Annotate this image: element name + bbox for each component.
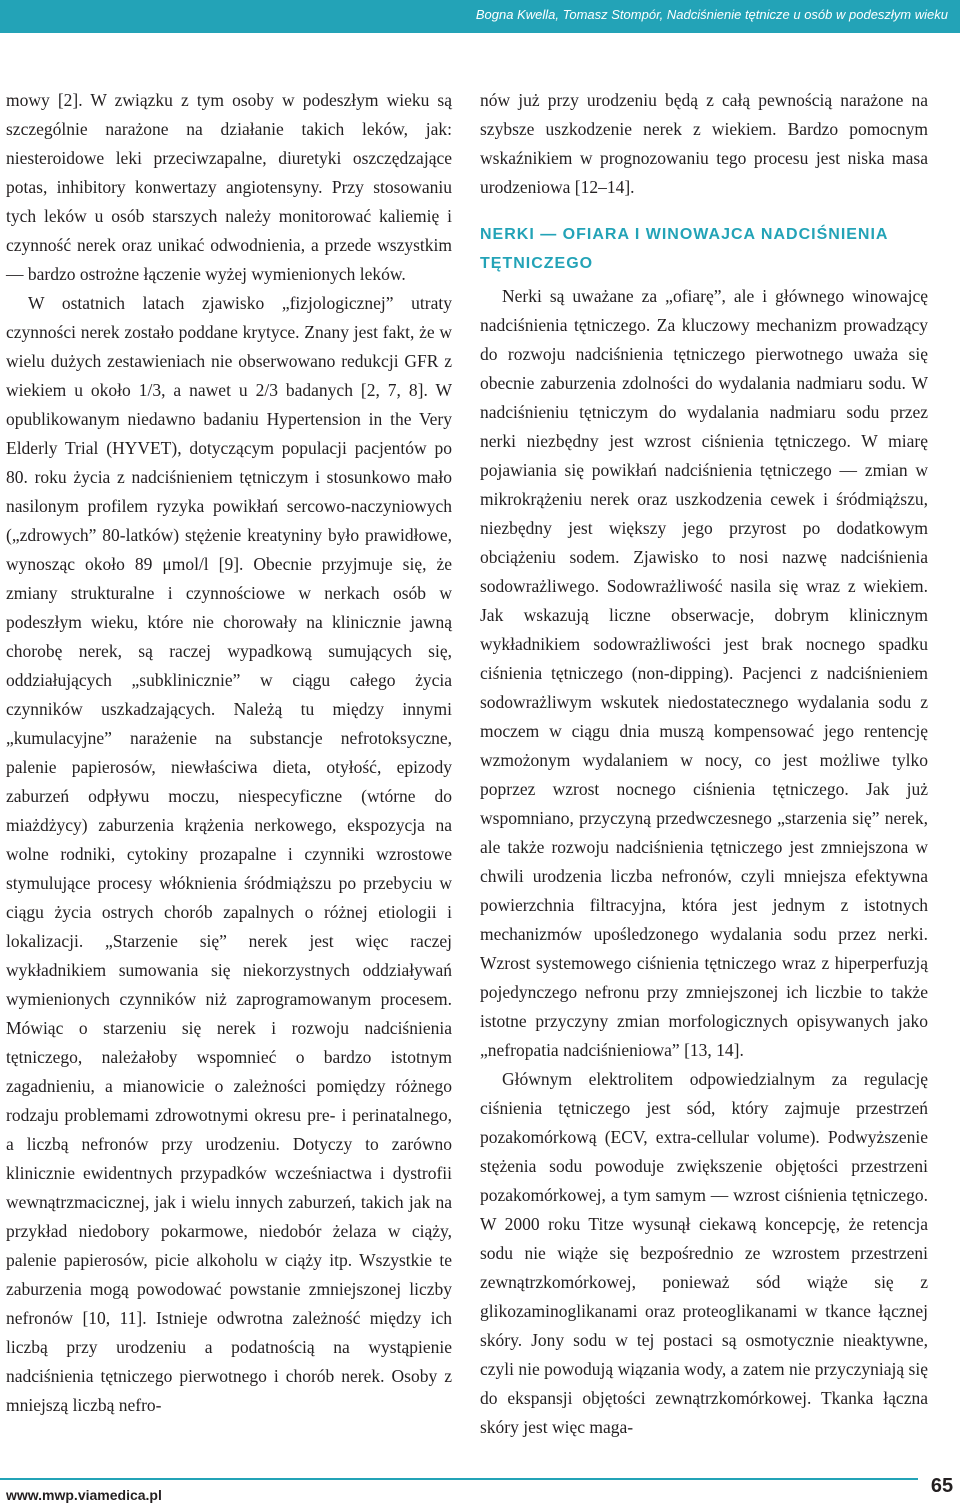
body-paragraph: W ostatnich latach zjawisko „fizjologicznej” utraty czynności nerek zostało poddane krytyce. Znany jest fakt, że w wielu dużych zestawieniach nie obserwowano redukcji GFR z wiekiem u około 1/3, a nawet u 2/3 badanych [2, 7, 8]. W opublikowanym niedawno badaniu Hypertension in the Very Elderly Trial (HYVET), dotyczącym populacji pacjentów po 80. roku życia z nadciśnieniem tętniczym i stosunkowo mało nasilonym profilem ryzyka powikłań sercowo-naczyniowych („zdrowych” 80-latków) stężenie kreatyniny było prawidłowe, wynosząc około 89 μmol/l [9]. Obecnie przyjmuje się, że zmiany strukturalne i czynnościowe w nerkach osób w podeszłym wieku, które nie chorowały na klinicznie jawną chorobę nerek, są raczej wypadkową sumujących się, oddziałujących „subklinicznie” w ciągu całego życia czynników uszkadzających. Należą tu między innymi „kumulacyjne” narażenie na substancje nefrotoksyczne, palenie papierosów, niewłaściwa dieta, otyłość, epizody zaburzeń odpływu moczu, niespecyficzne (wtórne do miażdżycy) zaburzenia krążenia nerkowego, ekspozycja na wolne rodniki, cytokiny prozapalne i czynniki wzrostowe stymulujące procesy włóknienia śródmiąższu po przebyciu w ciągu życia ostrych chorób zapalnych o różnej etiologii i lokalizacji. „Starzenie się” nerek jest więc raczej wykładnikiem sumowania się niekorzystnych oddziaływań wymienionych czynników niż zaprogramowanym procesem. Mówiąc o starzeniu się nerek i rozwoju nadciśnienia tętniczego, należałoby wspomnieć o bardzo istotnym zagadnieniu, a mianowicie o zależności pomiędzy różnego rodzaju problemami zdrowotnymi okresu pre- i perinatalnego, a liczbą nefronów przy urodzeniu. Dotyczy to zarówno klinicznie ewidentnych przypadków wcześniactwa i dystrofii wewnątrzmacicznej, jak i wielu innych zaburzeń, takich jak na przykład niedobory pokarmowe, niedobór żelaza w ciąży, palenie papierosów, picie alkoholu w ciąży itp. Wszystkie te zaburzenia mogą powodować powstanie zmniejszonej liczby nefronów [10, 11]. Istnieje odwrotna zależność między ich liczbą przy urodzeniu a podatnością na wystąpienie nadciśnienia tętniczego pierwotnego i chorób nerek. Osoby z mniejszą liczbą nefro- — [6, 293, 452, 1415]
running-title: Bogna Kwella, Tomasz Stompór, Nadciśnienie tętnicze u osób w podeszłym wieku — [475, 7, 948, 22]
running-header-bar — [0, 0, 960, 33]
body-paragraph: nów już przy urodzeniu będą z całą pewnością narażone na szybsze uszkodzenie nerek z wiekiem. Bardzo pomocnym wskaźnikiem w prognozowaniu tego procesu jest niska masa urodzeniowa [12–14]. — [480, 90, 928, 197]
footer-url: www.mwp.viamedica.pl — [6, 1487, 162, 1503]
body-paragraph: mowy [2]. W związku z tym osoby w podeszłym wieku są szczególnie narażone na działanie takich leków, jak: niesteroidowe leki przeciwzapalne, diuretyki oszczędzające potas, inhibitory konwertazy angiotensyny. Przy stosowaniu tych leków u osób starszych należy monitorować kaliemię i czynność nerek oraz unikać odwodnienia, a przede wszystkim — bardzo ostrożne łączenie wyżej wymienionych leków. — [6, 90, 452, 284]
page-number: 65 — [924, 1466, 960, 1506]
body-paragraph: Nerki są uważane za „ofiarę”, ale i głównego winowajcę nadciśnienia tętniczego. Za kluczowy mechanizm prowadzący do rozwoju nadciśnienia tętniczego pierwotnego uważa się obecnie zaburzenia zdolności do wydalania nadmiaru sodu. W nadciśnieniu tętniczym do wydalania nadmiaru sodu przez nerki niezbędny jest wzrost ciśnienia tętniczego. W miarę pojawiania się powikłań nadciśnienia tętniczego — zmian w mikrokrążeniu nerek oraz uszkodzenia cewek i śródmiąższu, niezbędny jest większy jego przyrost po dodatkowym obciążeniu sodem. Zjawisko to nosi nazwę nadciśnienia sodowrażliwego. Sodowrażliwość nasila się wraz z wiekiem. Jak wskazują liczne obserwacje, dobrym klinicznym wykładnikiem sodowrażliwości jest brak nocnego spadku ciśnienia tętniczego (non-dipping). Pacjenci z nadciśnieniem sodowrażliwym wskutek niedostatecznego wydalania sodu z moczem w ciągu dnia muszą kompensować jego rentencję wzmożonym wydalaniem w nocy, co jest możliwe tylko poprzez wzrost nocnego ciśnienia tętniczego. Jak już wspomniano, przyczyną przedwczesnego „starzenia się” nerek, ale także rozwoju nadciśnienia tętniczego jest zmniejszona w chwili urodzenia liczba nefronów, czyli mniejsza efektywna powierzchnia filtracyjna, która jest jednym z istotnych mechanizmów upośledzonego wydalania sodu przez nerki. Wzrost systemowego ciśnienia tętniczego wraz z hiperperfuzją pojedynczego nefronu przy zmniejszonej ich liczbie to także istotne przyczyny zmian morfologicznych opisywanych jako „nefropatia nadciśnieniowa” [13, 14]. — [480, 286, 928, 1060]
section-heading: NERKI — OFIARA I WINOWAJCA NADCIŚNIENIA TĘTNICZEGO — [480, 226, 888, 272]
footer-divider — [0, 1478, 918, 1480]
right-column — [480, 86, 928, 1442]
left-column — [6, 86, 452, 1420]
body-paragraph: Głównym elektrolitem odpowiedzialnym za regulację ciśnienia tętniczego jest sód, który zajmuje przestrzeń pozakomórkową (ECV, extra-cellular volume). Podwyższenie stężenia sodu powoduje zwiększenie objętości przestrzeni pozakomórkowej, a tym samym — wzrost ciśnienia tętniczego. W 2000 roku Titze wysunął ciekawą koncepcję, że retencja sodu nie wiąże się bezpośrednio ze wzrostem przestrzeni zewnątrzkomórkowej, ponieważ sód wiąże się z glikozaminoglikanami oraz proteoglikanami w tkance łącznej skóry. Jony sodu w tej postaci są osmotycznie nieaktywne, czyli nie powodują wiązania wody, a zatem nie przyczyniają się do ekspansji objętości zewnątrzkomórkowej. Tkanka łączna skóry jest więc maga- — [480, 1069, 928, 1437]
